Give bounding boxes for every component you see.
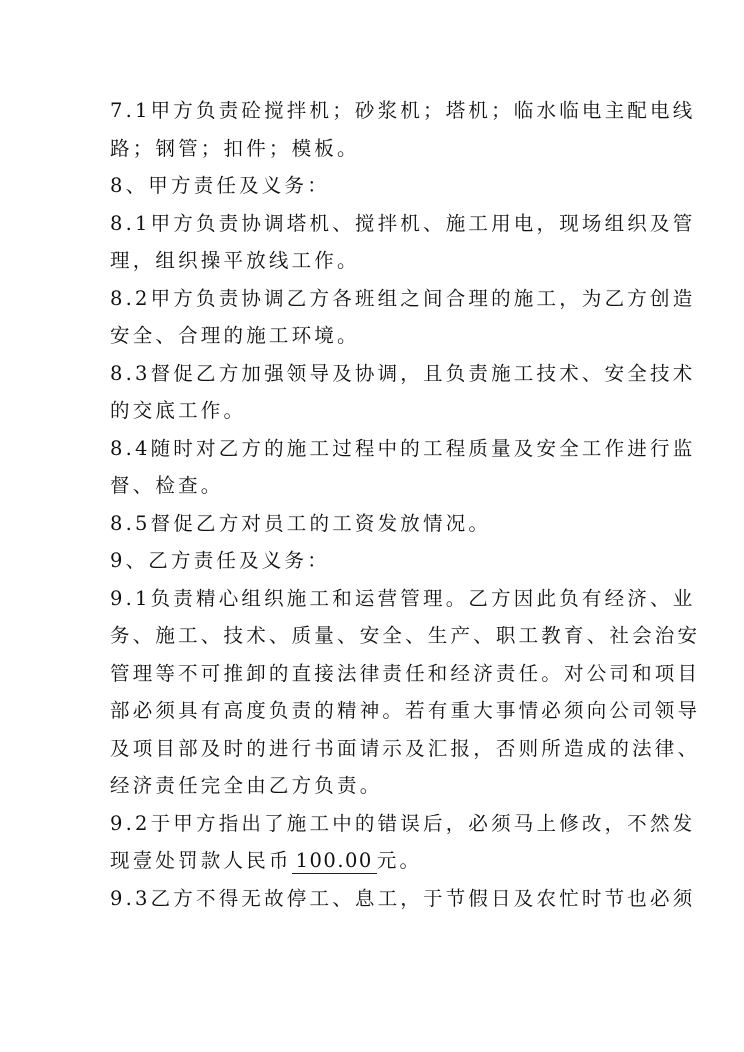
text-line-17: 部必须具有高度负责的精神。若有重大事情必须向公司领导 xyxy=(110,699,701,722)
text-line-11: 督、检查。 xyxy=(110,474,224,497)
text-line-8: 8.3督促乙方加强领导及协调，且负责施工技术、安全技术 xyxy=(110,361,696,385)
text-line-2: 路；钢管；扣件；模板。 xyxy=(110,136,360,160)
text-line-6: 8.2甲方负责协调乙方各班组之间合理的施工，为乙方创造 xyxy=(110,286,696,310)
text-line-20: 9.2于甲方指出了施工中的错误后，必须马上修改，不然发 xyxy=(110,811,696,835)
section-heading-8: 8、甲方责任及义务： xyxy=(110,174,330,197)
penalty-text-after: 元。 xyxy=(376,849,423,872)
text-line-16: 管理等不可推卸的直接法律责任和经济责任。对公司和项目 xyxy=(110,661,701,685)
text-line-5: 理，组织操平放线工作。 xyxy=(110,249,360,272)
text-line-1: 7.1甲方负责砼搅拌机；砂浆机；塔机；临水临电主配电线 xyxy=(110,99,696,122)
text-line-22: 9.3乙方不得无故停工、息工，于节假日及农忙时节也必须 xyxy=(110,886,696,910)
section-heading-9: 9、乙方责任及义务： xyxy=(110,549,330,572)
text-line-15: 务、施工、技术、质量、安全、生产、职工教育、社会治安 xyxy=(110,624,701,647)
text-line-9: 的交底工作。 xyxy=(110,399,247,422)
text-line-12: 8.5督促乙方对员工的工资发放情况。 xyxy=(110,511,492,535)
document-body xyxy=(110,92,701,917)
penalty-amount: 100.00 xyxy=(292,849,377,874)
penalty-text-before: 现壹处罚款人民币 xyxy=(110,849,292,872)
text-line-4: 8.1甲方负责协调塔机、搅拌机、施工用电，现场组织及管 xyxy=(110,211,696,235)
penalty-line xyxy=(110,842,640,880)
text-line-18: 及项目部及时的进行书面请示及汇报，否则所造成的法律、 xyxy=(110,736,701,760)
text-line-14: 9.1负责精心组织施工和运营管理。乙方因此负有经济、业 xyxy=(110,586,696,610)
text-line-7: 安全、合理的施工环境。 xyxy=(110,324,360,347)
text-line-19: 经济责任完全由乙方负责。 xyxy=(110,774,383,797)
text-line-10: 8.4随时对乙方的施工过程中的工程质量及安全工作进行监 xyxy=(110,436,696,460)
